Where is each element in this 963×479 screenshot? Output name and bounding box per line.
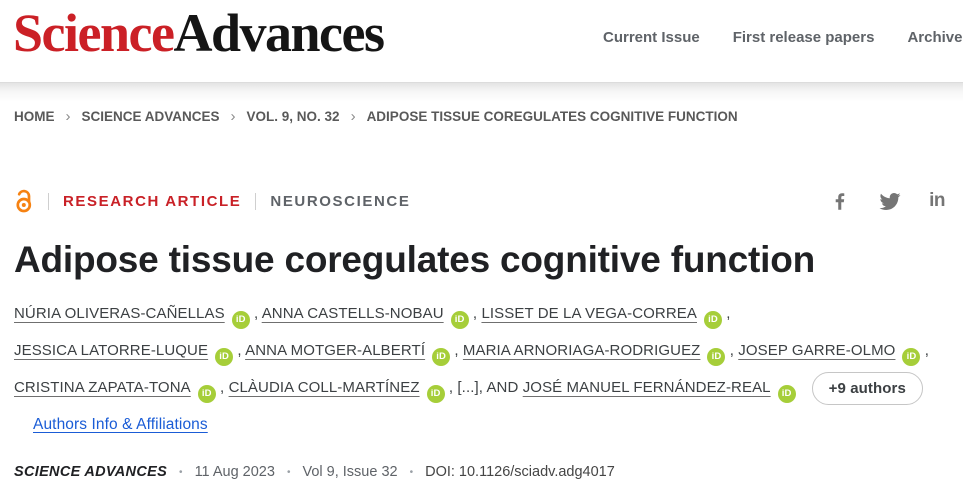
author	[14, 305, 250, 326]
orcid-icon[interactable]: iD	[215, 348, 233, 366]
orcid-icon[interactable]: iD	[704, 311, 722, 329]
nav-item-current-issue[interactable]: Current Issue	[603, 29, 700, 46]
orcid-icon[interactable]: iD	[198, 385, 216, 403]
journal-logo[interactable]	[13, 2, 383, 64]
orcid-icon[interactable]: iD	[451, 311, 469, 329]
author-link[interactable]: JOSEP GARRE-OLMO	[738, 342, 896, 360]
breadcrumb-volume-issue[interactable]: VOL. 9, NO. 32	[246, 109, 340, 124]
author-link[interactable]: LISSET DE LA VEGA-CORREA	[481, 305, 697, 323]
orcid-icon[interactable]: iD	[707, 348, 725, 366]
orcid-icon[interactable]: iD	[432, 348, 450, 366]
author-separator: ,	[468, 305, 482, 323]
breadcrumb	[0, 102, 963, 125]
author-separator: ,	[721, 305, 731, 323]
author-separator: ,	[920, 342, 929, 360]
chevron-right-icon: ›	[350, 108, 356, 125]
orcid-icon[interactable]: iD	[232, 311, 250, 329]
page-header	[0, 0, 963, 82]
breadcrumb-current-article: ADIPOSE TISSUE COREGULATES COGNITIVE FUNCTION	[366, 109, 738, 124]
nav-item-first-release-papers[interactable]: First release papers	[732, 29, 875, 46]
chevron-right-icon: ›	[65, 108, 71, 125]
author	[522, 379, 796, 400]
journal-name: SCIENCE ADVANCES	[14, 464, 168, 479]
author-link[interactable]: JOSÉ MANUEL FERNÁNDEZ-REAL	[522, 379, 771, 397]
orcid-icon[interactable]: iD	[427, 385, 445, 403]
dot-separator: •	[179, 466, 183, 478]
author	[481, 305, 722, 326]
author-link[interactable]: CRISTINA ZAPATA-TONA	[14, 379, 191, 397]
volume-issue: Vol 9, Issue 32	[302, 464, 398, 479]
author-separator: ,	[450, 342, 463, 360]
article-title: Adipose tissue coregulates cognitive function	[14, 239, 816, 280]
orcid-icon[interactable]: iD	[902, 348, 920, 366]
open-access-icon	[14, 188, 34, 214]
author-separator: ,	[444, 379, 458, 397]
author-link[interactable]: ANNA MOTGER-ALBERTÍ	[245, 342, 426, 360]
author	[228, 379, 445, 400]
article-subject-label[interactable]: NEUROSCIENCE	[270, 192, 411, 210]
author	[245, 342, 450, 363]
author-link[interactable]: JESSICA LATORRE-LUQUE	[14, 342, 209, 360]
more-authors-button[interactable]: +9 authors	[812, 372, 923, 405]
divider	[255, 193, 256, 210]
authors-info-affiliations-link[interactable]: Authors Info & Affiliations	[33, 416, 208, 434]
header-shadow-divider	[0, 82, 963, 102]
publish-date: 11 Aug 2023	[194, 464, 275, 479]
author-link[interactable]: NÚRIA OLIVERAS-CAÑELLAS	[14, 305, 225, 323]
author	[14, 379, 216, 400]
doi-link[interactable]: DOI: 10.1126/sciadv.adg4017	[425, 464, 615, 479]
author-link[interactable]: MARIA ARNORIAGA-RODRIGUEZ	[462, 342, 701, 360]
dot-separator: •	[286, 466, 291, 478]
article-meta-row	[14, 464, 949, 479]
author-separator: ,	[233, 342, 246, 360]
et-al-text: [...], AND	[457, 379, 523, 397]
author-link[interactable]: CLÀUDIA COLL-MARTÍNEZ	[228, 379, 420, 397]
author	[738, 342, 920, 363]
author	[261, 305, 469, 326]
dot-separator: •	[409, 466, 414, 478]
social-share-bar	[829, 189, 949, 213]
article-badges-row	[14, 187, 949, 215]
author-link[interactable]: ANNA CASTELLS-NOBAU	[261, 305, 444, 323]
header-nav	[603, 29, 962, 46]
breadcrumb-science-advances[interactable]: SCIENCE ADVANCES	[81, 109, 220, 124]
orcid-icon[interactable]: iD	[778, 385, 796, 403]
nav-item-archive[interactable]: Archive	[907, 29, 963, 46]
author-separator: ,	[249, 305, 262, 323]
article-type-label[interactable]: RESEARCH ARTICLE	[63, 192, 242, 210]
author-list	[14, 295, 949, 443]
author-separator: ,	[215, 379, 229, 397]
logo-advances-text: Advances	[173, 3, 384, 63]
facebook-icon[interactable]	[829, 190, 851, 212]
linkedin-icon[interactable]: in	[929, 190, 945, 211]
author	[462, 342, 726, 363]
twitter-icon[interactable]	[878, 189, 902, 213]
divider	[48, 193, 49, 210]
author	[14, 342, 233, 363]
logo-science-text: Science	[13, 3, 174, 63]
author-separator: ,	[725, 342, 739, 360]
breadcrumb-home[interactable]: HOME	[14, 109, 55, 124]
chevron-right-icon: ›	[230, 108, 236, 125]
